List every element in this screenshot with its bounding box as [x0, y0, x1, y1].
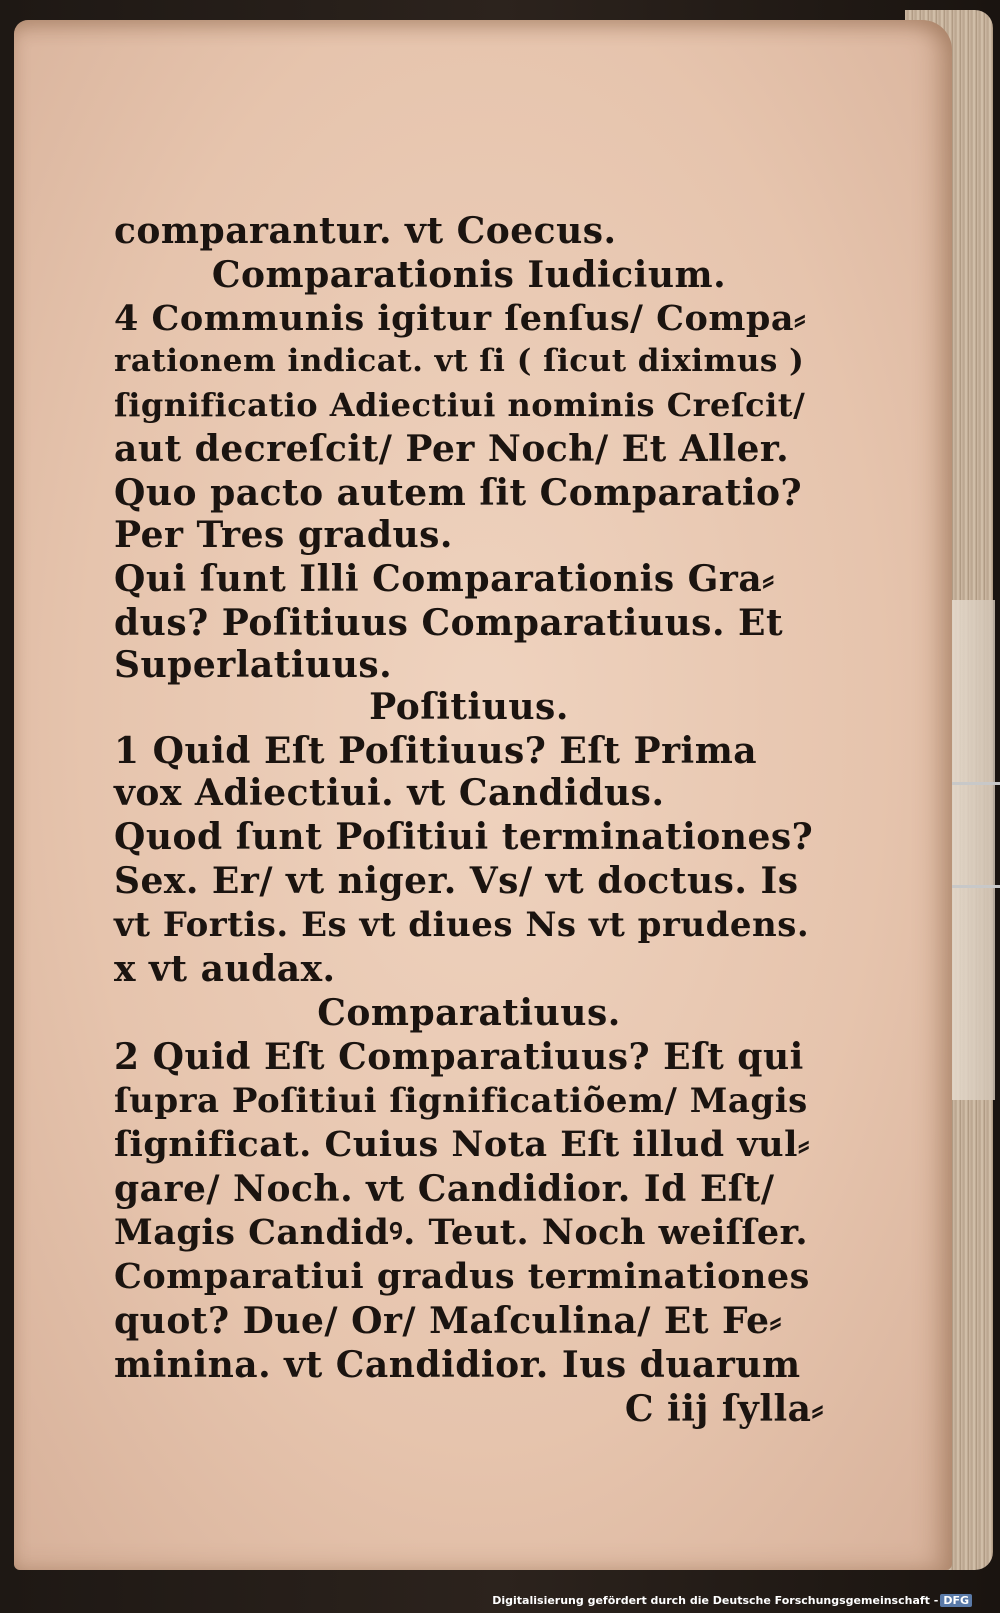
- heading-comparationis-iudicium: Comparationis Iudicium.: [211, 254, 727, 296]
- text-line: Sex. Er/ vt niger. Vs/ vt doctus. Is: [114, 860, 799, 902]
- text-line: vox Adiectiui. vt Candidus.: [114, 772, 665, 814]
- text-line: Comparatiui gradus terminationes: [114, 1256, 810, 1297]
- signature-mark: C iij ſylla⸗: [624, 1388, 824, 1430]
- text-line: aut decreſcit/ Per Noch/ Et Aller.: [114, 428, 790, 470]
- text-line: Quod ſunt Poſitiui terminationes?: [114, 816, 814, 858]
- text-line: ſignificat. Cuius Nota Eſt illud vul⸗: [114, 1124, 811, 1165]
- text-line: Magis Candidꝰ. Teut. Noch weiſſer.: [114, 1212, 809, 1253]
- text-line: Quo pacto autem ſit Comparatio?: [114, 472, 803, 514]
- text-line: Per Tres gradus.: [114, 514, 453, 556]
- heading-comparatiuus: Comparatiuus.: [317, 992, 621, 1034]
- text-line: rationem indicat. vt ſi ( ſicut diximus ): [114, 343, 805, 379]
- text-line: Superlatiuus.: [114, 644, 393, 686]
- book-page: [14, 20, 952, 1570]
- text-line: 2 Quid Eſt Comparatiuus? Eſt qui: [114, 1036, 804, 1078]
- credit-text: Digitalisierung gefördert durch die Deutsche Forschungsgemeinschaft -: [492, 1594, 939, 1607]
- text-line: vt Fortis. Es vt diues Ns vt prudens.: [114, 905, 810, 945]
- text-line: minina. vt Candidior. Ius duarum: [114, 1344, 801, 1386]
- text-line: ſupra Poſitiui ſignificatiõem/ Magis: [114, 1081, 808, 1121]
- dfg-logo: DFG: [940, 1594, 972, 1607]
- text-line: dus? Poſitiuus Comparatiuus. Et: [114, 602, 784, 644]
- heading-positiuus: Poſitiuus.: [369, 686, 569, 728]
- text-line: 1 Quid Eſt Poſitiuus? Eſt Prima: [114, 730, 758, 772]
- text-line: Qui ſunt Illi Comparationis Gra⸗: [114, 558, 775, 600]
- text-line: x vt audax.: [114, 948, 336, 990]
- text-line: gare/ Noch. vt Candidior. Id Eſt/: [114, 1168, 775, 1210]
- text-line: 4 Communis igitur ſenſus/ Compa⸗: [114, 298, 807, 339]
- digitization-credit: [492, 1594, 972, 1607]
- text-line: ſignificatio Adiectiui nominis Creſcit/: [114, 386, 806, 424]
- text-line: comparantur. vt Coecus.: [114, 210, 617, 252]
- text-line: quot? Due/ Or/ Maſculina/ Et Fe⸗: [114, 1300, 782, 1342]
